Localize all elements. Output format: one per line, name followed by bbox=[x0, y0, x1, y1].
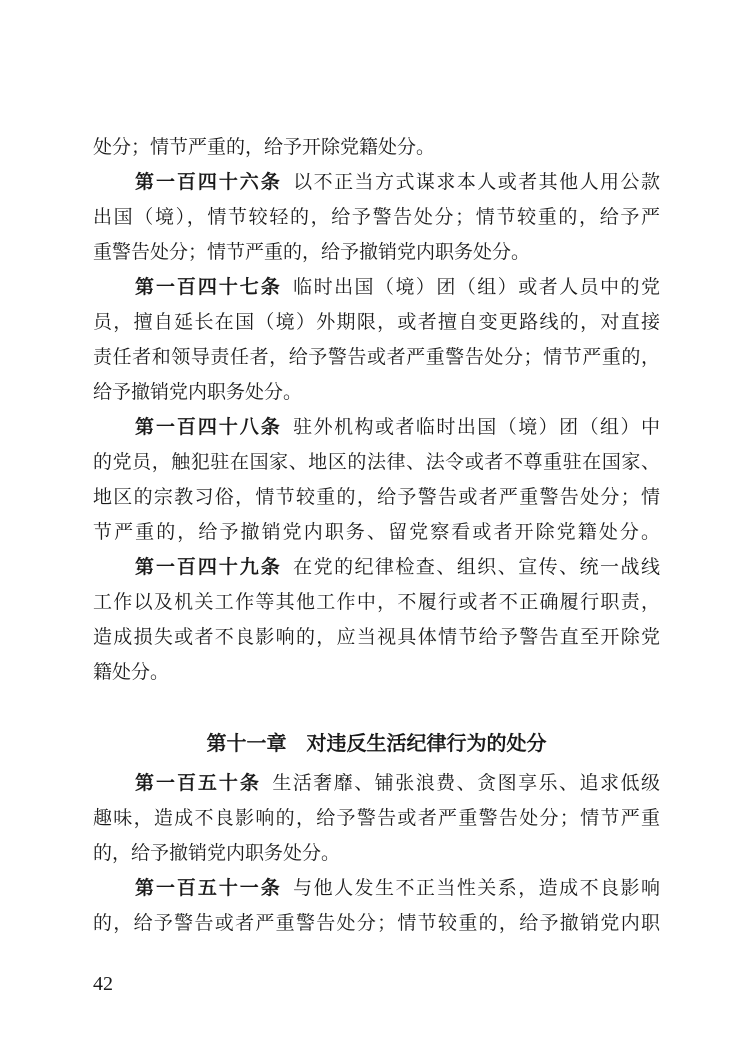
article-number: 第一百四十七条 bbox=[135, 277, 282, 298]
body-line: 的党员，触犯驻在国家、地区的法律、法令或者不尊重驻在国家、 bbox=[93, 452, 660, 473]
body-line: 出国（境），情节较轻的，给予警告处分；情节较重的，给予严 bbox=[93, 207, 660, 228]
body-line bbox=[93, 165, 660, 200]
body-line: 的，给予撤销党内职务处分。 bbox=[93, 843, 341, 864]
line-text: 以不正当方式谋求本人或者其他人用公款 bbox=[291, 172, 660, 193]
body-line: 造成损失或者不良影响的，应当视具体情节给予警告直至开除党 bbox=[93, 627, 660, 648]
body-line: 重警告处分；情节严重的，给予撤销党内职务处分。 bbox=[93, 242, 531, 263]
article-number: 第一百五十条 bbox=[135, 773, 261, 794]
page-number: 42 bbox=[93, 973, 113, 995]
article-number: 第一百四十八条 bbox=[135, 417, 282, 438]
article-number: 第一百四十九条 bbox=[135, 557, 282, 578]
line-text: 生活奢靡、铺张浪费、贪图享乐、追求低级 bbox=[270, 773, 660, 794]
line-text: 在党的纪律检查、组织、宣传、统一战线 bbox=[291, 557, 660, 578]
chapter-heading: 第十一章 对违反生活纪律行为的处分 bbox=[206, 733, 547, 755]
body-line: 给予撤销党内职务处分。 bbox=[93, 382, 303, 403]
body-line: 的，给予警告或者严重警告处分；情节较重的，给予撤销党内职 bbox=[93, 913, 660, 934]
body-line: 责任者和领导责任者，给予警告或者严重警告处分；情节严重的， bbox=[93, 347, 660, 368]
body-line: 员，擅自延长在国（境）外期限，或者擅自变更路线的，对直接 bbox=[93, 312, 660, 333]
body-line bbox=[93, 871, 660, 906]
body-line bbox=[93, 410, 660, 445]
article-number: 第一百四十六条 bbox=[135, 172, 282, 193]
body-line bbox=[93, 270, 660, 305]
body-line bbox=[93, 550, 660, 585]
line-text: 与他人发生不正当性关系，造成不良影响 bbox=[291, 878, 660, 899]
body-line: 节严重的，给予撤销党内职务、留党察看或者开除党籍处分。 bbox=[93, 522, 660, 543]
body-line bbox=[93, 766, 660, 801]
body-line: 籍处分。 bbox=[93, 662, 170, 683]
body-line: 趣味，造成不良影响的，给予警告或者严重警告处分；情节严重 bbox=[93, 808, 660, 829]
line-text: 驻外机构或者临时出国（境）团（组）中 bbox=[291, 417, 660, 438]
body-line: 处分；情节严重的，给予开除党籍处分。 bbox=[93, 137, 436, 158]
line-text: 临时出国（境）团（组）或者人员中的党 bbox=[291, 277, 660, 298]
article-number: 第一百五十一条 bbox=[135, 878, 282, 899]
body-line: 工作以及机关工作等其他工作中，不履行或者不正确履行职责， bbox=[93, 592, 660, 613]
text-block bbox=[93, 130, 660, 941]
body-line: 地区的宗教习俗，情节较重的，给予警告或者严重警告处分；情 bbox=[93, 487, 660, 508]
